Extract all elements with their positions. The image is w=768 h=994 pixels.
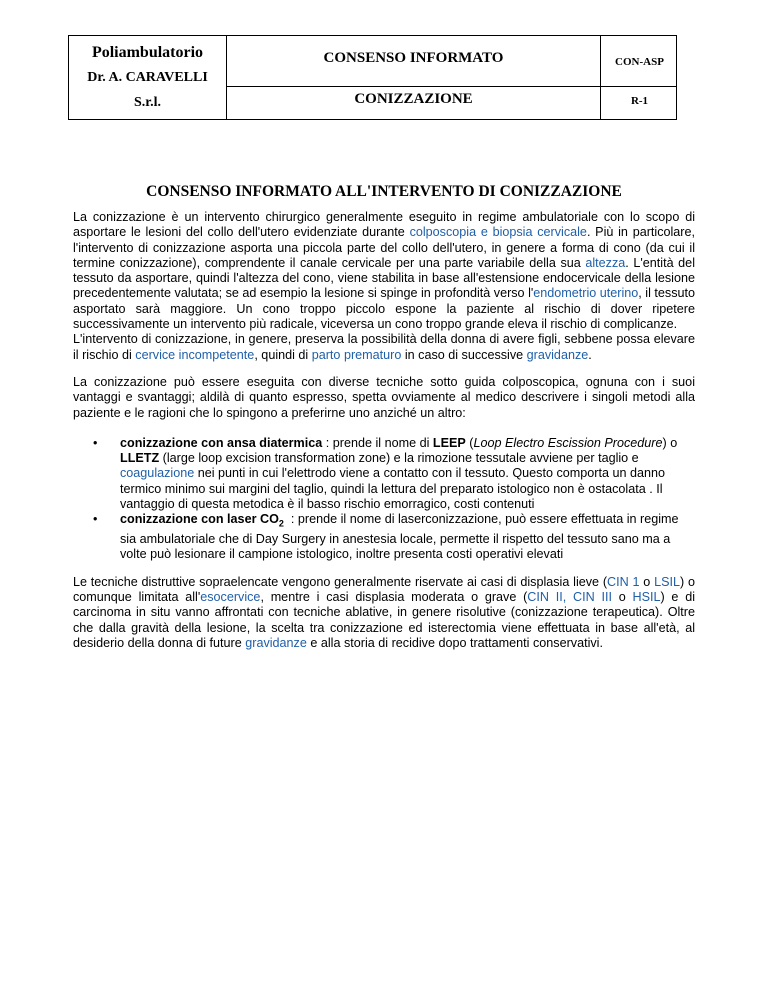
abbr-lletz: LLETZ	[120, 451, 160, 466]
method-name: conizzazione con ansa diatermica	[120, 435, 323, 450]
text: o	[639, 574, 655, 589]
text: La conizzazione è un intervento chirurgico generalmente eseguito in regime ambulatoriale con lo scopo di asportare le lesioni del collo dell'utero evidenziate durante	[73, 210, 695, 240]
link-parto-prematuro[interactable]: parto prematuro	[311, 347, 402, 362]
header-code-cell	[601, 36, 678, 119]
doc-revision: R-1	[630, 95, 649, 107]
text: : prende il nome di laserconizzazione, può essere effettuata in regime sia ambulatoriale che di Day Surgery in anestesia locale, permette il rispetto del tessuto sano ma a volte può lesionare il campione istologico, inoltre presenta costi operativi elevati	[120, 512, 682, 562]
doctor-name: Dr. A. CARAVELLI	[87, 70, 208, 85]
doc-type: CONSENSO INFORMATO	[323, 50, 504, 66]
paragraph-fertility	[73, 332, 695, 363]
text: .	[588, 347, 592, 362]
abbr-leep: LEEP	[432, 435, 466, 450]
link-cin1[interactable]: CIN 1	[607, 574, 640, 589]
text: Le tecniche distruttive sopraelencate vengono generalmente riservate ai casi di displasia lieve (	[73, 574, 608, 589]
methods-list	[73, 436, 695, 563]
link-gravidanze-2[interactable]: gravidanze	[245, 635, 307, 650]
document-body	[73, 210, 695, 651]
list-item-ansa-diatermica	[93, 435, 695, 512]
list-item-laser	[93, 512, 695, 562]
text: : prende il nome di	[322, 435, 433, 450]
header-org-cell	[69, 36, 227, 119]
text: L'intervento di conizzazione, in genere, preserva la possibilità della donna di avere figli, sebbene possa elevare il rischio di	[73, 332, 695, 362]
link-cin2-cin3[interactable]: CIN II, CIN III	[527, 590, 612, 605]
paragraph-intro	[73, 210, 695, 332]
text: conizzazione con laser CO	[120, 512, 279, 527]
link-esocervice[interactable]: esocervice	[200, 590, 261, 605]
text: , mentre i casi displasia moderata o grave (	[260, 590, 528, 605]
text: ) e di carcinoma in situ vanno affrontati con tecniche ablative, in genere risolutive (conizzazione terapeutica). Oltre che dalla gravità della lesione, la scelta tra conizzazione ed isterectomia viene effettuata in base all'età, al desiderio della donna di future	[73, 590, 695, 650]
text: (	[465, 435, 474, 450]
link-altezza[interactable]: altezza	[585, 255, 626, 270]
header-divider	[227, 86, 676, 87]
bullet: •	[93, 512, 98, 527]
text: , il tessuto asportato sarà maggiore. Un cono troppo piccolo espone la paziente al rischio di dover ripetere successivamente un intervento più radicale, viceversa un cono troppo grande eleva il rischio di complicanze.	[73, 286, 695, 332]
header-table	[68, 35, 677, 120]
doc-code: CON-ASP	[615, 56, 664, 68]
link-cervice-incompetente[interactable]: cervice incompetente	[135, 347, 255, 362]
link-gravidanze[interactable]: gravidanze	[526, 347, 589, 362]
header-title-cell	[227, 36, 601, 119]
text: . Più in particolare, l'intervento di conizzazione asporta una piccola parte del collo dell'utero, in genere a forma di cono (da cui il termine conizzazione), comprendente il canale cervicale per una parte variabile della sua	[73, 225, 695, 270]
org-name: Poliambulatorio	[91, 44, 204, 61]
text: e alla storia di recidive dopo trattamenti conservativi.	[306, 635, 603, 650]
paragraph-conclusion	[73, 575, 695, 651]
text: nei punti in cui l'elettrodo viene a contatto con il tessuto. Questo comporta un danno termico minimo sui margini del taglio, quindi la lettura del preparato istologico non è ostacolata . Il vantaggio di questa metodica è il basso rischio emorragico, costi contenuti	[120, 466, 665, 512]
subscript: 2	[278, 518, 284, 529]
paragraph-techniques: La conizzazione può essere eseguita con diverse tecniche sotto guida colposcopica, ognuna con i suoi vantaggi e svantaggi; aldilà di quanto espresso, spetta ovviamente al medico descrivere i singoli metodi alla paziente e le ragioni che lo spingono a preferirne uno anziché un altro:	[73, 374, 695, 420]
text: . L'entità del tessuto da asportare, quindi l'altezza del cono, viene stabilita in base all'estensione endocervicale della lesione precedentemente valutata; se ad esempio la lesione si spinge in profondità verso l'	[73, 255, 695, 301]
method-name	[120, 512, 284, 529]
bullet: •	[93, 435, 98, 450]
text: o	[611, 590, 633, 605]
text: , quindi di	[254, 347, 312, 362]
link-endometrio[interactable]: endometrio uterino	[533, 286, 639, 301]
link-coagulazione[interactable]: coagulazione	[120, 466, 195, 481]
text: (large loop excision transformation zone) e la rimozione tessutale avviene per taglio e	[159, 451, 639, 466]
doc-subject: CONIZZAZIONE	[354, 91, 473, 107]
text: in caso di successive	[401, 347, 527, 362]
document-title: CONSENSO INFORMATO ALL'INTERVENTO DI CONIZZAZIONE	[146, 183, 622, 200]
link-lsil[interactable]: LSIL	[654, 574, 681, 589]
leep-full-name: Loop Electro Escission Procedure	[473, 435, 663, 450]
text: ) o comunque limitata all'	[73, 574, 695, 605]
company-suffix: S.r.l.	[133, 95, 162, 110]
text: ) o	[662, 435, 678, 450]
link-colposcopia[interactable]: colposcopia e biopsia cervicale	[409, 225, 587, 240]
link-hsil[interactable]: HSIL	[632, 590, 661, 605]
